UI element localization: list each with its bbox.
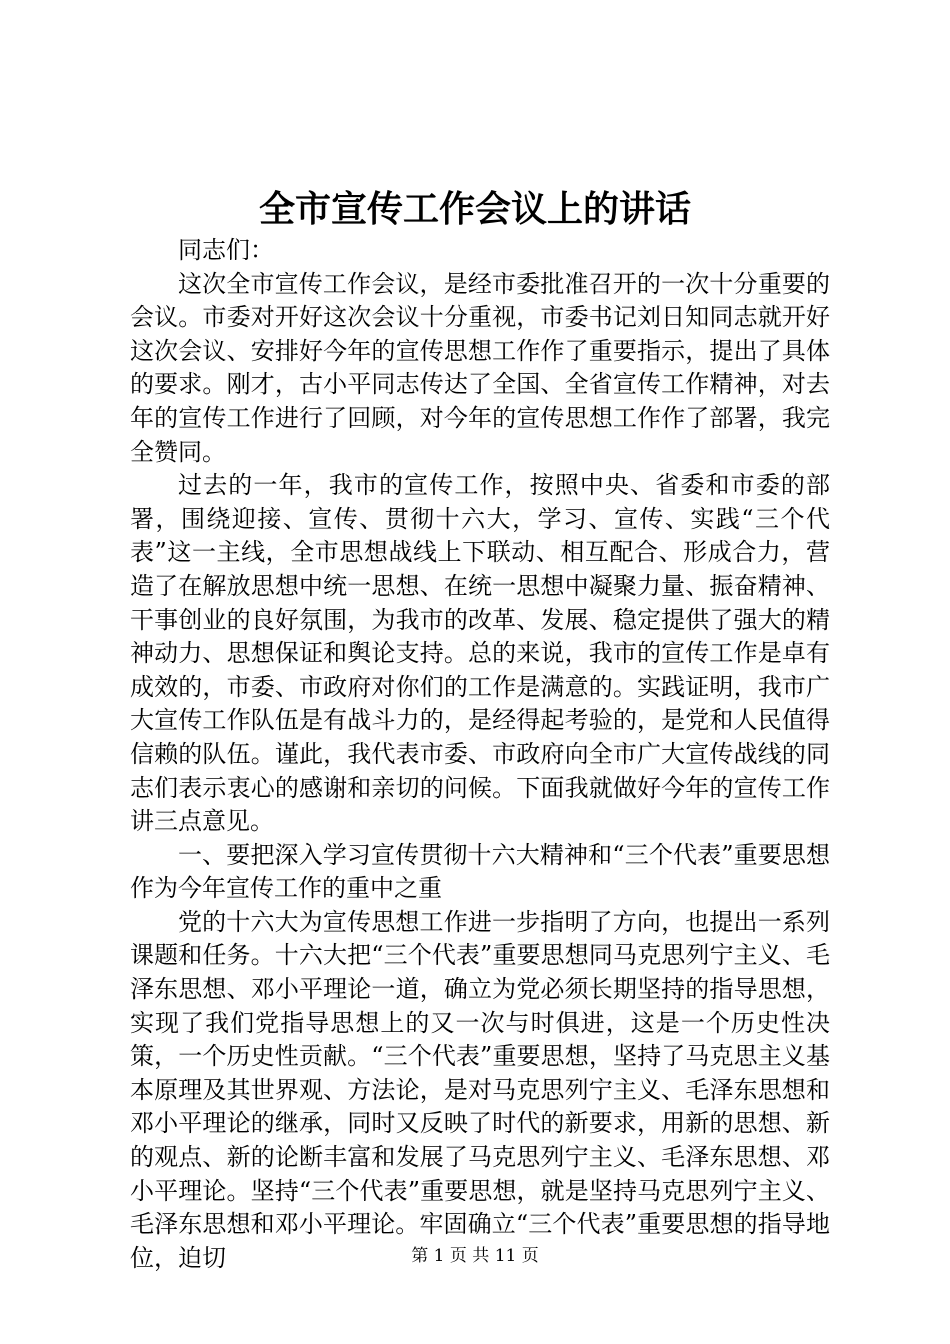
document-body <box>130 234 830 1275</box>
body-paragraph: 这次全市宣传工作会议，是经市委批准召开的一次十分重要的会议。市委对开好这次会议十分重视，市委书记刘日知同志就开好这次会议、安排好今年的宣传思想工作作了重要指示，提出了具体的要求。刚才，古小平同志传达了全国、全省宣传工作精神，对去年的宣传工作进行了回顾，对今年的宣传思想工作作了部署，我完全赞同。 <box>130 269 830 466</box>
page-title: 全市宣传工作会议上的讲话 <box>258 188 691 230</box>
body-paragraph: 过去的一年，我市的宣传工作，按照中央、省委和市委的部署，围绕迎接、宣传、贯彻十六大，学习、宣传、实践“三个代表”这一主线，全市思想战线上下联动、相互配合、形成合力，营造了在解放思想中统一思想、在统一思想中凝聚力量、振奋精神、干事创业的良好氛围，为我市的改革、发展、稳定提供了强大的精神动力、思想保证和舆论支持。总的来说，我市的宣传工作是卓有成效的，市委、市政府对你们的工作是满意的。实践证明，我市广大宣传工作队伍是有战斗力的，是经得起考验的，是党和人民值得信赖的队伍。谨此，我代表市委、市政府向全市广大宣传战线的同志们表示衷心的感谢和亲切的问候。下面我就做好今年的宣传工作讲三点意见。 <box>130 471 830 836</box>
page-number: 第 1 页 共 11 页 <box>411 1246 539 1266</box>
body-paragraph: 党的十六大为宣传思想工作进一步指明了方向，也提出一系列课题和任务。十六大把“三个代表”重要思想同马克思列宁主义、毛泽东思想、邓小平理论一道，确立为党必须长期坚持的指导思想，实现了我们党指导思想上的又一次与时俱进，这是一个历史性决策，一个历史性贡献。“三个代表”重要思想，坚持了马克思主义基本原理及其世界观、方法论，是对马克思列宁主义、毛泽东思想和邓小平理论的继承，同时又反映了时代的新要求，用新的思想、新的观点、新的论断丰富和发展了马克思列宁主义、毛泽东思想、邓小平理论。坚持“三个代表”重要思想，就是坚持马克思列宁主义、毛泽东思想和邓小平理论。牢固确立“三个代表”重要思想的指导地位，迫切 <box>130 907 830 1272</box>
section-heading: 一、要把深入学习宣传贯彻十六大精神和“三个代表”重要思想作为今年宣传工作的重中之重 <box>130 840 830 903</box>
salutation-paragraph: 同志们： <box>178 236 274 264</box>
